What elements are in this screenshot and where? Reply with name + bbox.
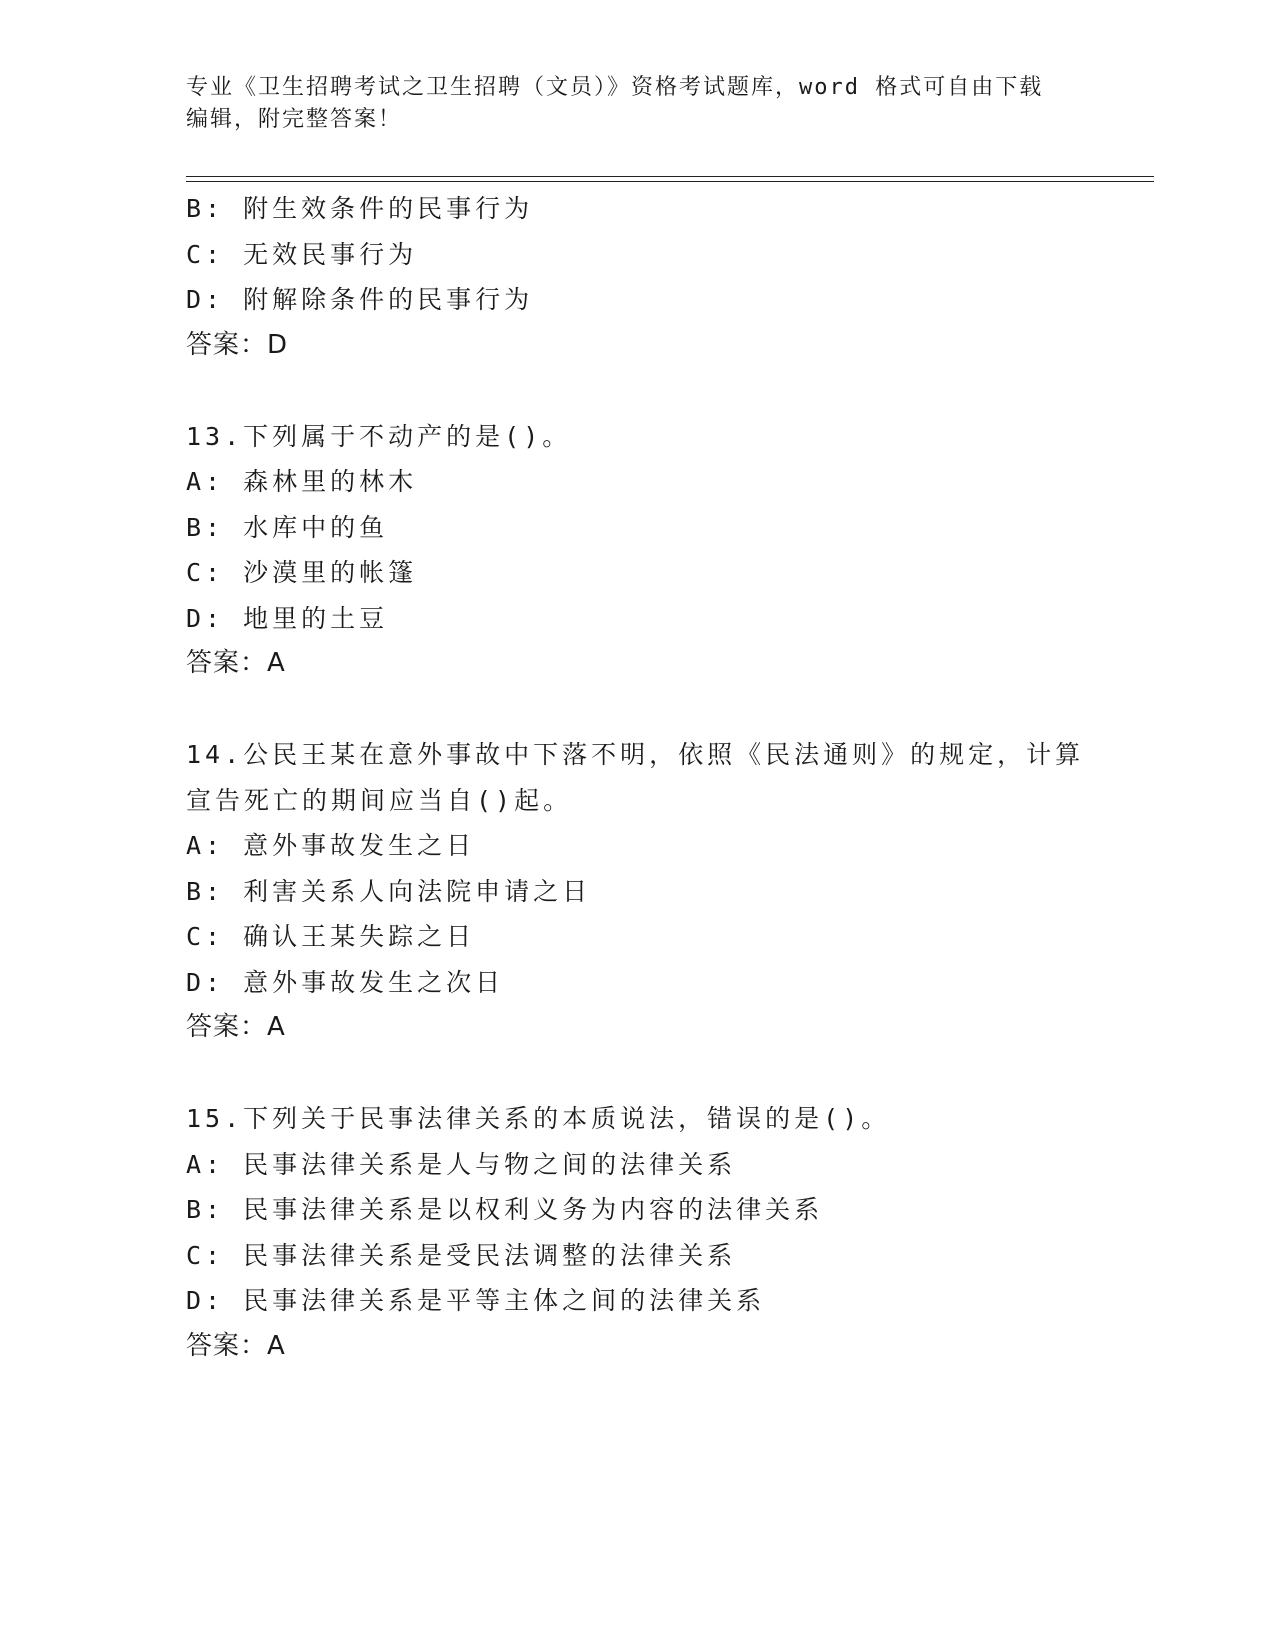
- option-a: A: 意外事故发生之日: [186, 831, 476, 860]
- option-c: C: 沙漠里的帐篷: [186, 558, 418, 587]
- option-c: C: 无效民事行为: [186, 239, 418, 269]
- header-divider: [186, 176, 1154, 182]
- option-c: C: 确认王某失踪之日: [186, 922, 476, 951]
- question-12-tail: [186, 186, 1154, 368]
- option-d: D: 意外事故发生之次日: [186, 967, 505, 997]
- spacer: [186, 368, 1154, 414]
- option-b: B: 水库中的鱼: [186, 512, 389, 542]
- answer: 答案：A: [186, 648, 286, 678]
- spacer: [186, 687, 1154, 733]
- spacer: [186, 1051, 1154, 1097]
- question-15: [186, 1096, 1154, 1369]
- question-text: 15.下列关于民事法律关系的本质说法，错误的是()。: [186, 1104, 891, 1133]
- option-c: C: 民事法律关系是受民法调整的法律关系: [186, 1240, 737, 1270]
- question-14: [186, 732, 1154, 1051]
- question-text: 13.下列属于不动产的是()。: [186, 421, 572, 451]
- option-a: A: 民事法律关系是人与物之间的法律关系: [186, 1149, 737, 1179]
- option-d: D: 民事法律关系是平等主体之间的法律关系: [186, 1286, 766, 1315]
- question-13: [186, 414, 1154, 687]
- option-b: B: 附生效条件的民事行为: [186, 194, 534, 223]
- option-d: D: 地里的土豆: [186, 603, 389, 633]
- answer: 答案：D: [186, 329, 289, 360]
- option-b: B: 利害关系人向法院申请之日: [186, 876, 592, 906]
- option-b: B: 民事法律关系是以权利义务为内容的法律关系: [186, 1195, 824, 1224]
- question-text-line-1: 14.公民王某在意外事故中下落不明，依照《民法通则》的规定，计算: [186, 740, 1085, 769]
- document-header: [186, 72, 1086, 136]
- option-a: A: 森林里的林木: [186, 467, 418, 496]
- answer: 答案：A: [186, 1012, 286, 1042]
- answer: 答案：A: [186, 1330, 286, 1361]
- question-list: [186, 186, 1154, 1369]
- option-d: D: 附解除条件的民事行为: [186, 285, 534, 314]
- header-line-1: 专业《卫生招聘考试之卫生招聘（文员）》资格考试题库，word 格式可自由下载: [186, 75, 1044, 100]
- question-text-line-2: 宣告死亡的期间应当自()起。: [186, 785, 573, 815]
- header-line-2: 编辑，附完整答案！: [186, 107, 403, 132]
